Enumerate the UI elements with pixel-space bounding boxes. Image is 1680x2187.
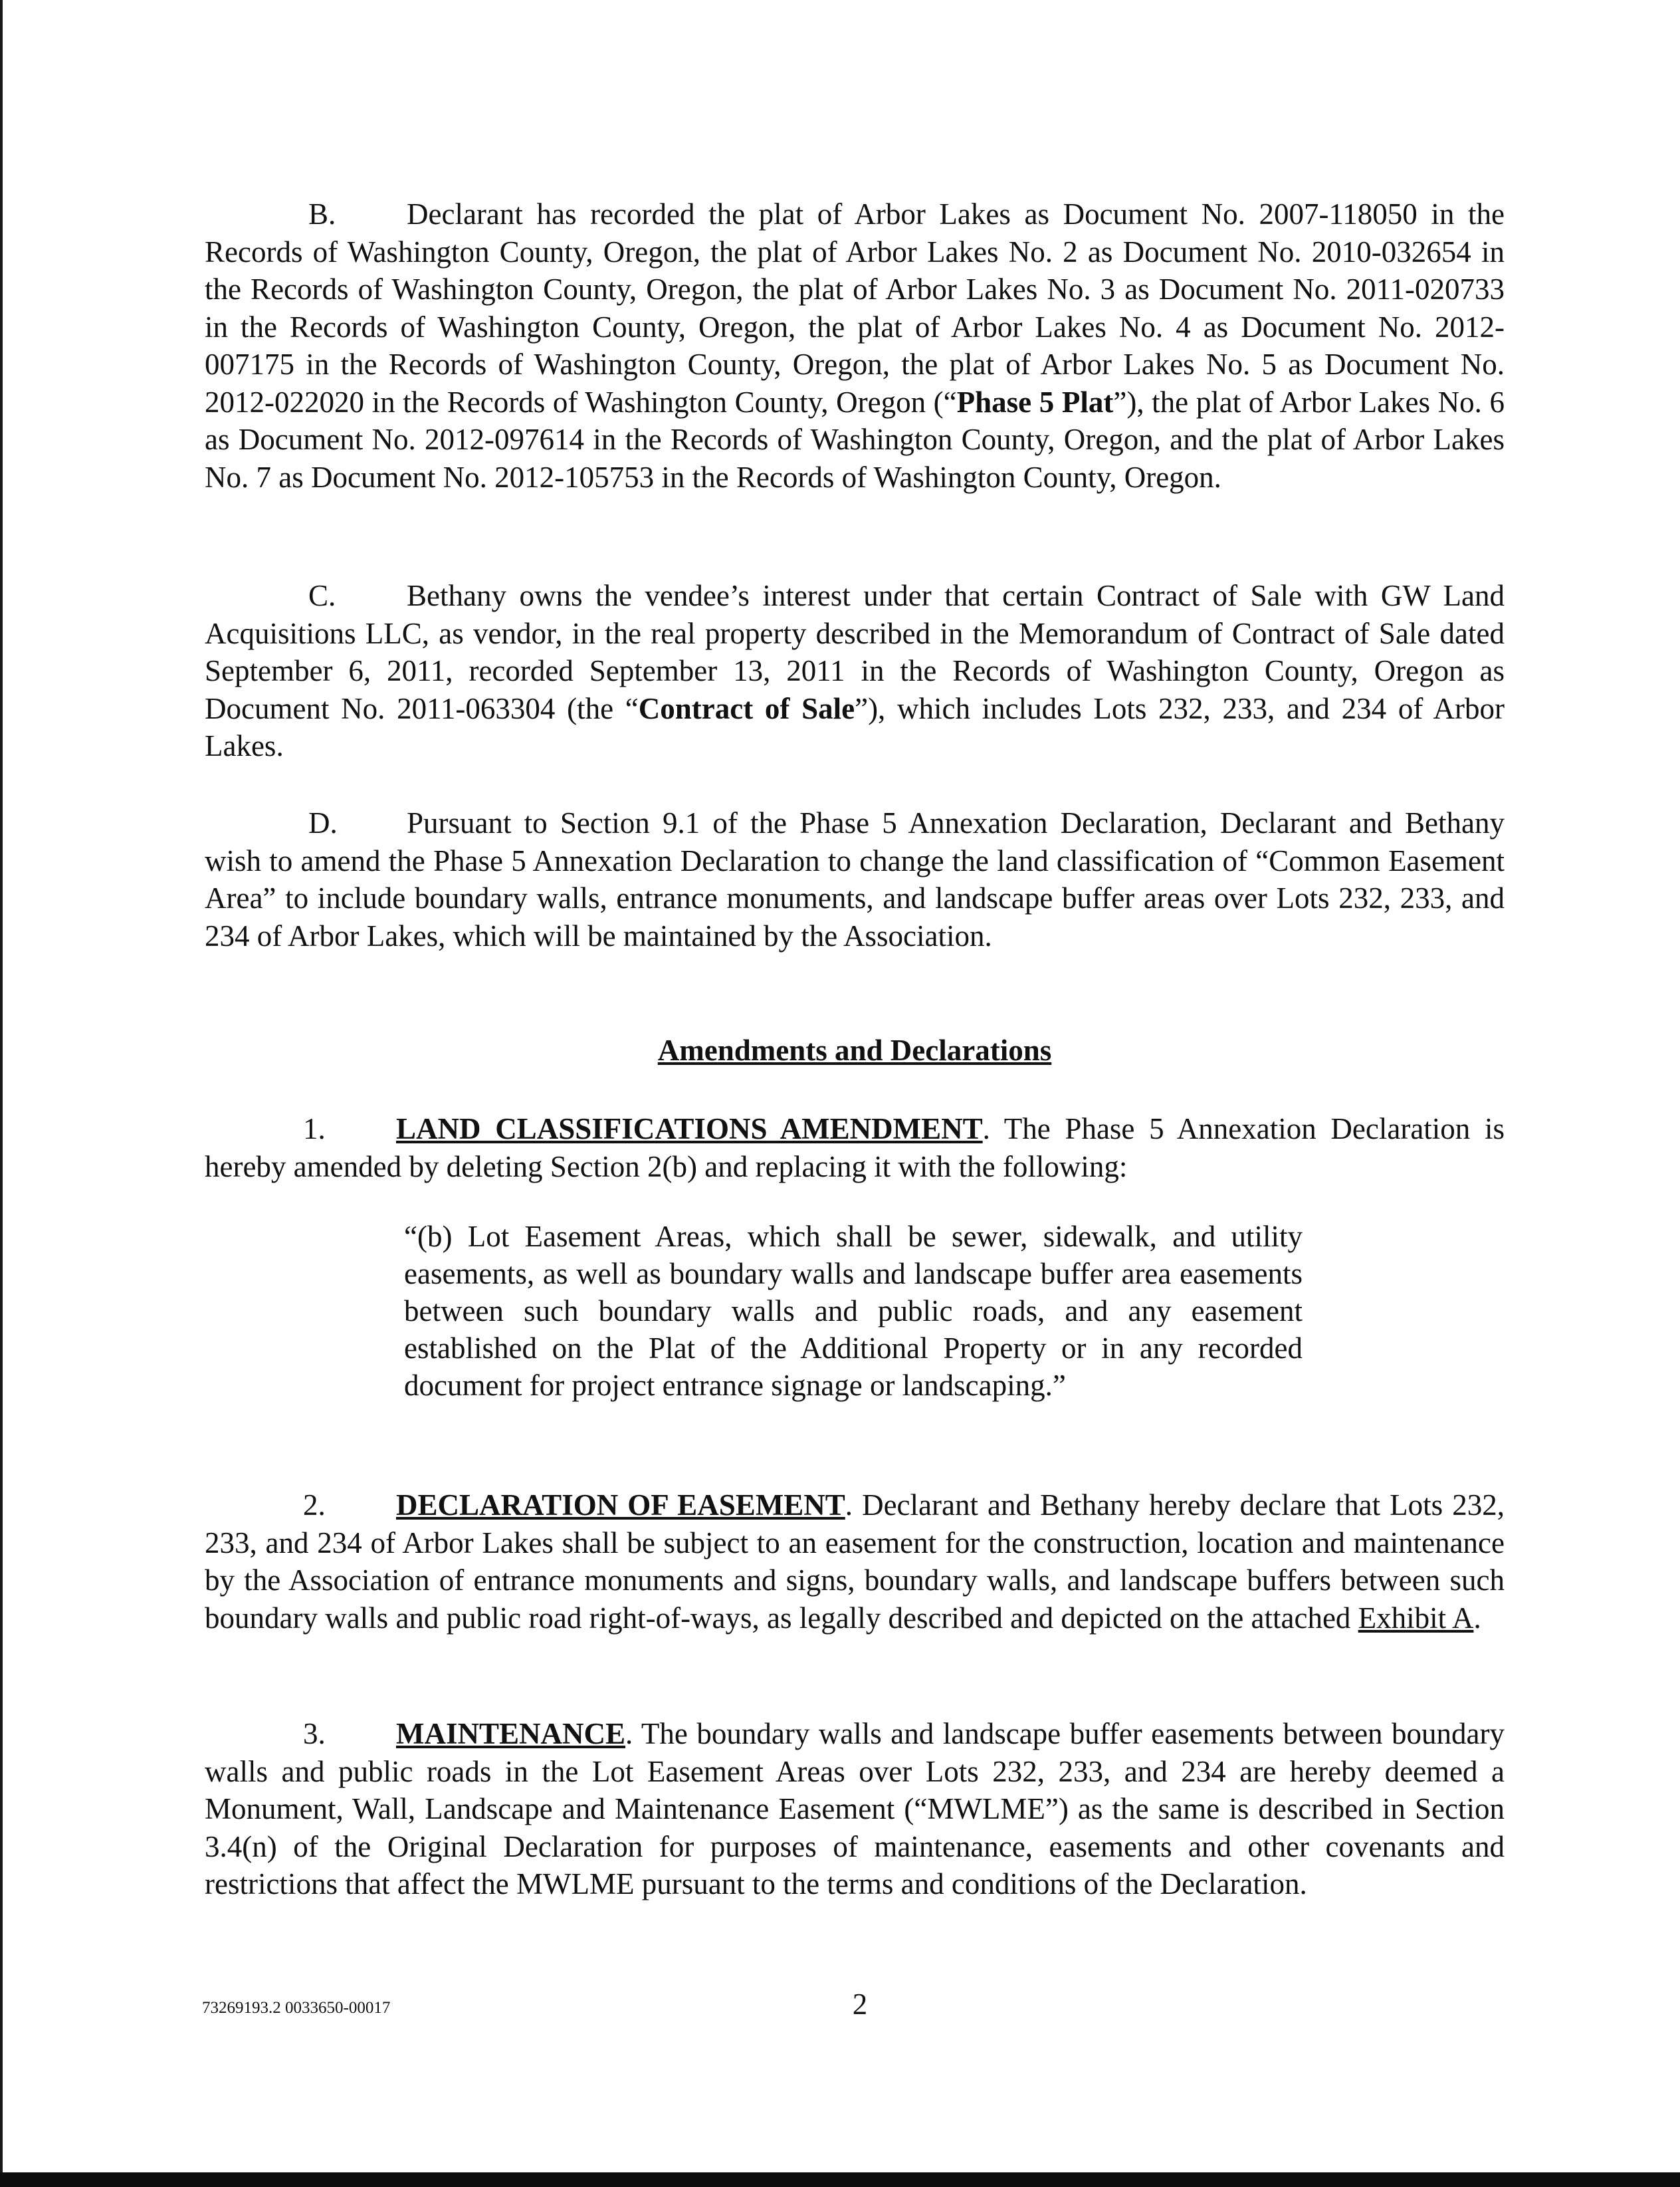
section-2 <box>205 1486 1505 1637</box>
section-1 <box>205 1110 1505 1185</box>
section-1-quote: “(b) Lot Easement Areas, which shall be sewer, sidewalk, and utility easements, as well as boundary walls and landscape buffer area easements between such boundary walls and public roads, and any easement established on the Plat of the Additional Property or in any recorded document for project entrance signage or landscaping.” <box>404 1220 1303 1402</box>
page-number: 2 <box>852 1988 868 2021</box>
section-heading: Amendments and Declarations <box>657 1034 1052 1067</box>
recital-c-text-2: ”), which includes Lots 232, 233, and 234 of Arbor Lakes. <box>205 691 1505 762</box>
recital-c-label: C. <box>308 579 336 612</box>
recital-c-text-1: Bethany owns the vendee’s interest under that certain Contract of Sale with GW Land Acquisitions LLC, as vendor, in the real property described in the Memorandum of Contract of Sale dated September 6, 2011, recorded September 13, 2011 in the Records of Washington County, Oregon as Document No. 2011-063304 (the “ <box>205 579 1505 725</box>
section-1-title: LAND CLASSIFICATIONS AMENDMENT <box>396 1112 983 1145</box>
recital-b-text-2: ”), the plat of Arbor Lakes No. 6 as Document No. 2012-097614 in the Records of Washington County, Oregon, and the plat of Arbor Lakes No. 7 as Document No. 2012-105753 in the Records of Washington County, Oregon. <box>205 385 1505 494</box>
section-2-text-1: . Declarant and Bethany hereby declare that Lots 232, 233, and 234 of Arbor Lakes shall be subject to an easement for the construction, location and maintenance by the Association of entrance monuments and signs, boundary walls, and landscape buffers between such boundary walls and public road right-of-ways, as legally described and depicted on the attached <box>205 1488 1505 1635</box>
recital-c <box>205 577 1505 765</box>
recital-b <box>205 195 1505 496</box>
recital-d <box>205 804 1505 955</box>
section-3 <box>205 1715 1505 1903</box>
scan-edge-left <box>0 0 3 2187</box>
section-2-text-2: . <box>1473 1601 1481 1635</box>
section-3-text: . The boundary walls and landscape buffer easements between boundary walls and public roads in the Lot Easement Areas over Lots 232, 233, and 234 are hereby deemed a Monument, Wall, Landscape and Maintenance Easement (“MWLME”) as the same is described in Section 3.4(n) of the Original Declaration for purposes of maintenance, easements and other covenants and restrictions that affect the MWLME pursuant to the terms and conditions of the Declaration. <box>205 1717 1505 1900</box>
scan-edge-bottom <box>0 2172 1680 2187</box>
recital-d-label: D. <box>308 806 338 840</box>
section-3-number: 3. <box>303 1717 326 1750</box>
recital-b-text-1: Declarant has recorded the plat of Arbor Lakes as Document No. 2007-118050 in the Records of Washington County, Oregon, the plat of Arbor Lakes No. 2 as Document No. 2010-032654 in the Records of Washington County, Oregon, the plat of Arbor Lakes No. 3 as Document No. 2011-020733 in the Records of Washington County, Oregon, the plat of Arbor Lakes No. 4 as Document No. 2012-007175 in the Records of Washington County, Oregon, the plat of Arbor Lakes No. 5 as Document No. 2012-022020 in the Records of Washington County, Oregon (“ <box>205 197 1505 419</box>
section-2-title: DECLARATION OF EASEMENT <box>396 1488 845 1522</box>
exhibit-a-reference: Exhibit A <box>1358 1601 1474 1635</box>
recital-b-defined-term: Phase 5 Plat <box>956 385 1114 419</box>
recital-c-defined-term: Contract of Sale <box>638 691 855 725</box>
section-1-text: . The Phase 5 Annexation Declaration is hereby amended by deleting Section 2(b) and replacing it with the following: <box>205 1112 1505 1183</box>
recital-b-label: B. <box>308 197 336 231</box>
footer-document-id: 73269193.2 0033650-00017 <box>202 1999 391 2017</box>
section-2-number: 2. <box>303 1488 326 1522</box>
section-3-title: MAINTENANCE <box>396 1717 626 1750</box>
recital-d-text: Pursuant to Section 9.1 of the Phase 5 Annexation Declaration, Declarant and Bethany wish to amend the Phase 5 Annexation Declaration to change the land classification of “Common Easement Area” to include boundary walls, entrance monuments, and landscape buffer areas over Lots 232, 233, and 234 of Arbor Lakes, which will be maintained by the Association. <box>205 806 1505 953</box>
section-1-number: 1. <box>303 1112 326 1145</box>
